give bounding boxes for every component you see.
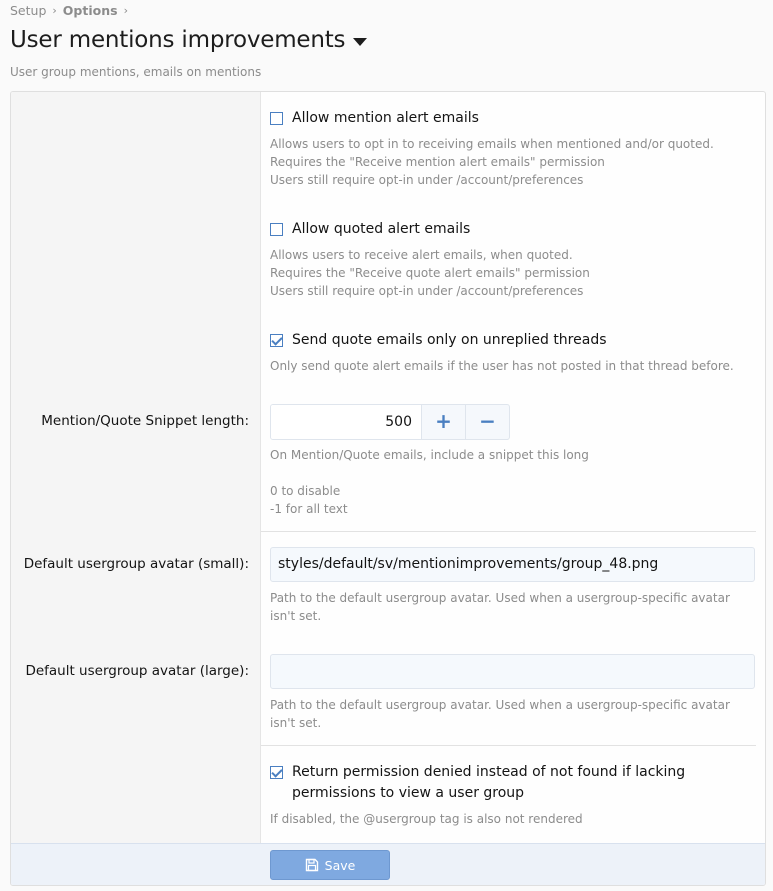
allow-mention-emails-checkbox[interactable] bbox=[270, 112, 283, 125]
hint-spacer bbox=[270, 464, 750, 482]
hint-line: -1 for all text bbox=[270, 502, 348, 516]
save-label: Save bbox=[324, 857, 356, 873]
allow-mention-emails-hint bbox=[270, 135, 750, 189]
breadcrumb-item-options[interactable]: Options bbox=[62, 3, 118, 18]
permission-denied-label[interactable]: Return permission denied instead of not found if lacking permissions to view a user group bbox=[292, 764, 686, 801]
save-icon bbox=[305, 858, 319, 872]
avatar-small-label: Default usergroup avatar (small): bbox=[23, 556, 249, 572]
hint-line: Only send quote alert emails if the user has not posted in that thread before. bbox=[270, 359, 734, 373]
avatar-large-label: Default usergroup avatar (large): bbox=[25, 663, 249, 679]
snippet-length-label: Mention/Quote Snippet length: bbox=[41, 413, 249, 429]
avatar-large-hint bbox=[270, 696, 745, 732]
options-panel bbox=[10, 91, 766, 886]
snippet-length-stepper bbox=[270, 404, 510, 440]
allow-quoted-emails-checkbox[interactable] bbox=[270, 223, 283, 236]
hint-line: Allows users to receive alert emails, when quoted. bbox=[270, 248, 573, 262]
page-title[interactable] bbox=[10, 27, 367, 53]
form-footer bbox=[11, 843, 766, 886]
hint-line: Requires the "Receive mention alert emails" permission bbox=[270, 155, 605, 169]
permission-denied-hint bbox=[270, 810, 750, 828]
decrement-button[interactable]: − bbox=[465, 405, 509, 439]
snippet-length-input[interactable]: 500 bbox=[271, 405, 422, 439]
hint-line: Path to the default usergroup avatar. Used when a usergroup-specific avatar isn't set. bbox=[270, 591, 730, 623]
quote-unreplied-only-label[interactable]: Send quote emails only on unreplied threads bbox=[292, 332, 607, 348]
hint-line: 0 to disable bbox=[270, 484, 341, 498]
label-column bbox=[11, 92, 261, 843]
avatar-small-input[interactable]: styles/default/sv/mentionimprovements/group_48.png bbox=[270, 547, 755, 582]
option-allow-quoted-emails[interactable] bbox=[270, 219, 470, 240]
hint-line: Users still require opt-in under /account/preferences bbox=[270, 173, 584, 187]
avatar-small-hint bbox=[270, 589, 745, 625]
divider bbox=[261, 531, 756, 532]
option-quote-unreplied-only[interactable] bbox=[270, 330, 607, 351]
allow-quoted-emails-label[interactable]: Allow quoted alert emails bbox=[292, 221, 471, 237]
permission-denied-checkbox[interactable] bbox=[270, 766, 283, 779]
option-allow-mention-emails[interactable] bbox=[270, 108, 479, 129]
hint-line: Requires the "Receive quote alert emails" permission bbox=[270, 266, 590, 280]
allow-mention-emails-label[interactable]: Allow mention alert emails bbox=[292, 110, 479, 126]
hint-line: If disabled, the @usergroup tag is also not rendered bbox=[270, 812, 583, 826]
quote-unreplied-only-hint bbox=[270, 357, 750, 375]
hint-line: Allows users to opt in to receiving emails when mentioned and/or quoted. bbox=[270, 137, 714, 151]
page-description: User group mentions, emails on mentions bbox=[10, 65, 262, 79]
hint-line: Path to the default usergroup avatar. Used when a usergroup-specific avatar isn't set. bbox=[270, 698, 730, 730]
quote-unreplied-only-checkbox[interactable] bbox=[270, 334, 283, 347]
page-title-text: User mentions improvements bbox=[10, 27, 346, 53]
increment-button[interactable]: + bbox=[435, 409, 452, 433]
hint-line: On Mention/Quote emails, include a snippet this long bbox=[270, 448, 589, 462]
option-permission-denied[interactable] bbox=[270, 762, 760, 804]
breadcrumb bbox=[10, 3, 128, 18]
snippet-length-hint bbox=[270, 446, 750, 518]
save-button[interactable] bbox=[270, 850, 390, 880]
allow-quoted-emails-hint bbox=[270, 246, 750, 300]
hint-line: Users still require opt-in under /account/preferences bbox=[270, 284, 584, 298]
chevron-right-icon: › bbox=[123, 4, 128, 17]
divider bbox=[261, 745, 756, 746]
caret-down-icon[interactable] bbox=[353, 38, 367, 46]
breadcrumb-item-setup[interactable]: Setup bbox=[10, 3, 47, 18]
avatar-large-input[interactable] bbox=[270, 654, 755, 689]
chevron-right-icon: › bbox=[52, 4, 57, 17]
